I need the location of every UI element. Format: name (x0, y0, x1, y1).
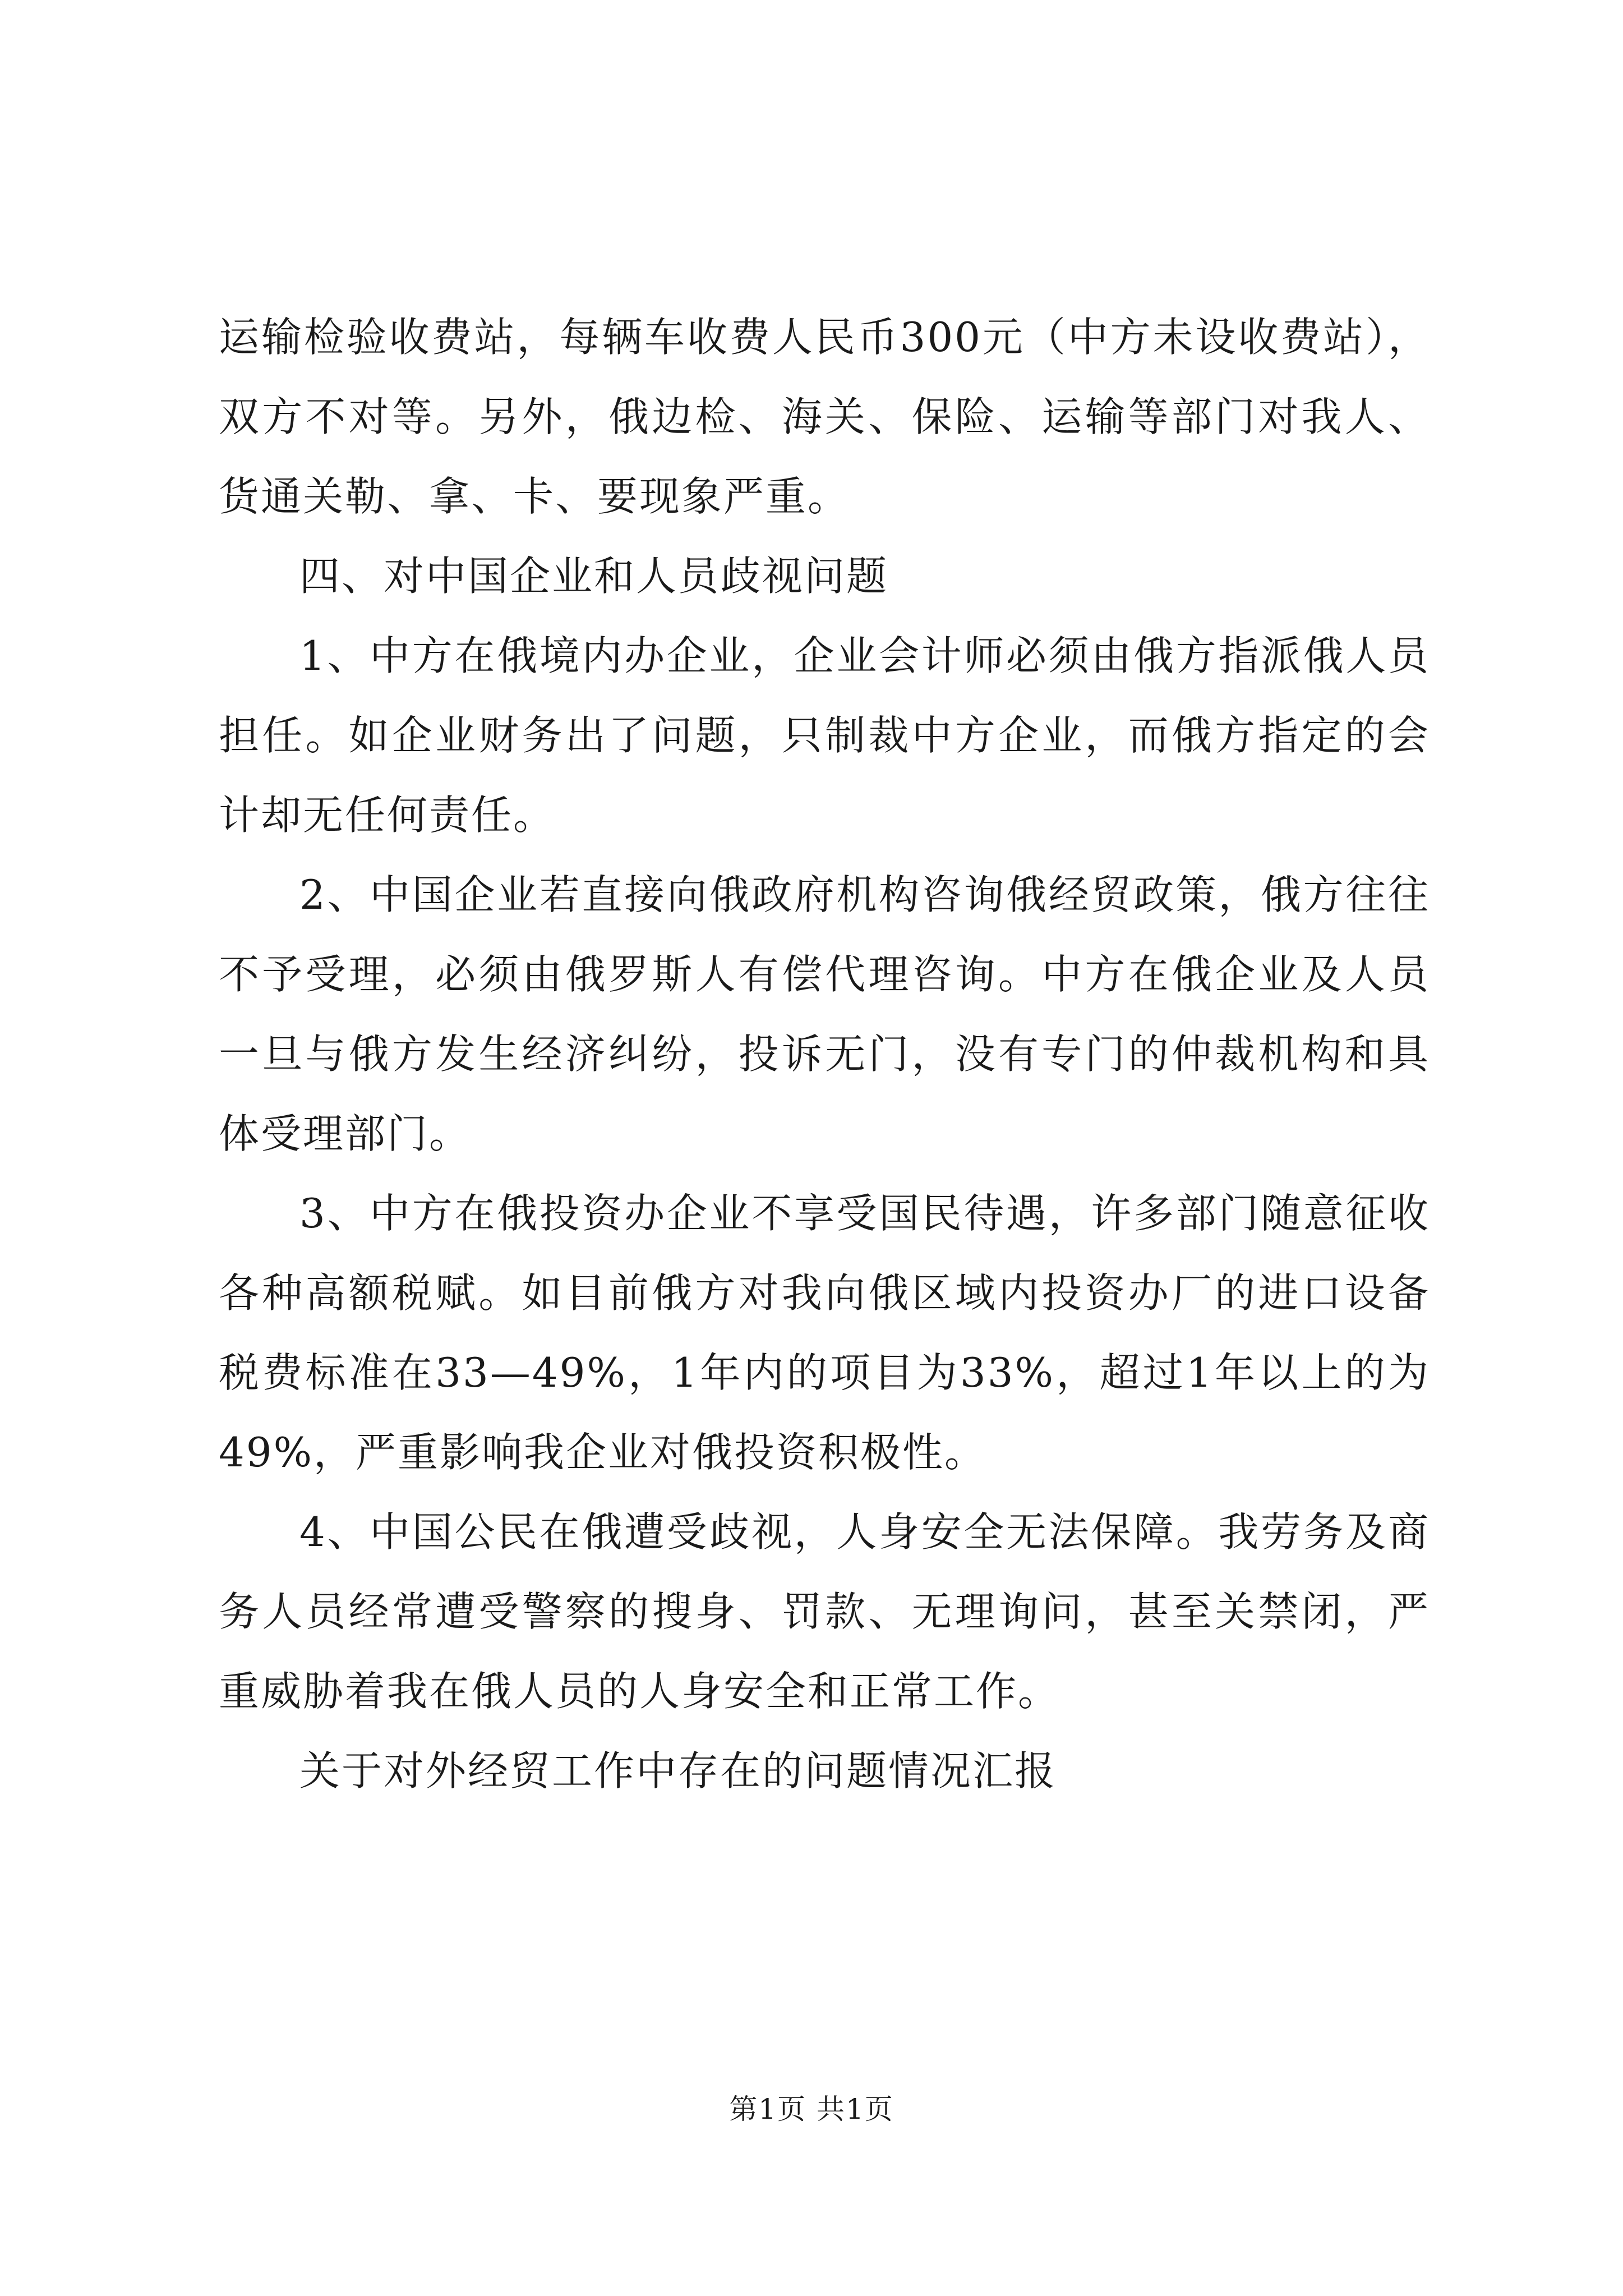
list-item: 3、中方在俄投资办企业不享受国民待遇，许多部门随意征收各种高额税赋。如目前俄方对我向俄区域内投资办厂的进口设备税费标准在33—49%，1年内的项目为33%，超过1年以上的为49%，严重影响我企业对俄投资积极性。 (219, 1190, 1430, 1476)
page-number-footer: 第1页 共1页 (729, 2093, 894, 2125)
list-item: 4、中国公民在俄遭受歧视，人身安全无法保障。我劳务及商务人员经常遭受警察的搜身、罚款、无理询问，甚至关禁闭，严重威胁着我在俄人员的人身安全和正常工作。 (219, 1508, 1430, 1715)
document-body (219, 297, 1430, 1811)
paragraph-continuation: 运输检验收费站，每辆车收费人民币300元（中方未设收费站），双方不对等。另外，俄边检、海关、保险、运输等部门对我人、货通关勒、拿、卡、要现象严重。 (219, 314, 1430, 520)
list-item: 1、中方在俄境内办企业，企业会计师必须由俄方指派俄人员担任。如企业财务出了问题，只制裁中方企业，而俄方指定的会计却无任何责任。 (219, 632, 1430, 839)
document-title-line: 关于对外经贸工作中存在的问题情况汇报 (299, 1747, 1057, 1795)
section-heading: 四、对中国企业和人员歧视问题 (299, 553, 889, 600)
list-item: 2、中国企业若直接向俄政府机构咨询俄经贸政策，俄方往往不予受理，必须由俄罗斯人有偿代理咨询。中方在俄企业及人员一旦与俄方发生经济纠纷，投诉无门，没有专门的仲裁机构和具体受理部门。 (219, 871, 1430, 1157)
